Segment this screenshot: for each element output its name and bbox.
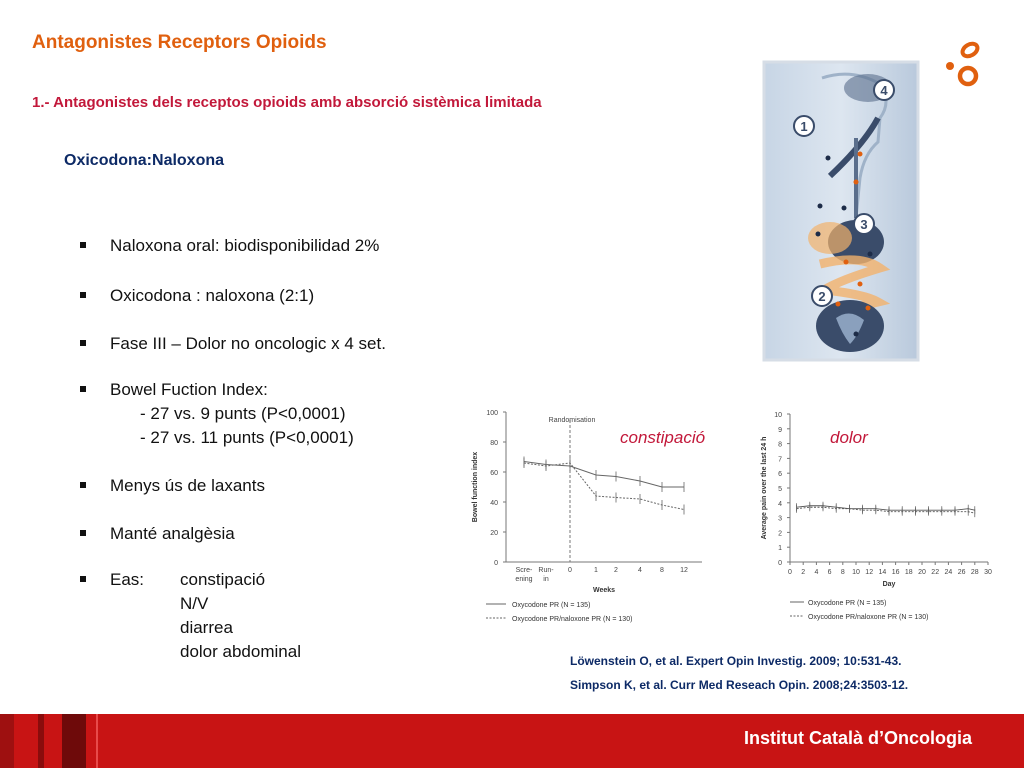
x-tick-label: 22 [931, 569, 940, 576]
legend-entry: Oxycodone PR/naloxone PR (N = 130) [512, 616, 633, 623]
bullet-marker [80, 386, 86, 392]
x-tick-label: 14 [878, 569, 887, 576]
figure-label-4: 4 [880, 83, 888, 98]
x-tick-label: 8 [660, 567, 664, 574]
x-tick-label: 4 [638, 567, 642, 574]
x-tick-label: 0 [788, 569, 792, 576]
y-tick-label: 2 [778, 530, 782, 538]
y-tick-label: 20 [490, 530, 498, 537]
anatomy-illustration [760, 58, 922, 364]
x-tick-label: 28 [970, 569, 979, 576]
y-tick-label: 4 [778, 500, 782, 508]
footer-stripe [96, 714, 98, 768]
footer-stripe [62, 714, 86, 768]
y-tick-label: 0 [494, 560, 498, 567]
x-tick-label: 16 [891, 569, 900, 576]
x-tick-label: 1 [594, 567, 598, 574]
y-tick-label: 8 [778, 441, 782, 449]
x-axis-label: Weeks [592, 587, 616, 594]
x-tick-label: 2 [801, 569, 806, 576]
y-axis-label: Bowel function index [472, 451, 479, 523]
legend-entry: Oxycodone PR/naloxone PR (N = 130) [808, 614, 929, 621]
section-subtitle: 1.- Antagonistes dels receptos opioids amb absorció sistèmica limitada [32, 94, 542, 111]
footer-stripe [0, 714, 14, 768]
eas-item: diarrea [180, 618, 233, 637]
bowel-function-chart [466, 404, 716, 634]
x-tick-label: 18 [904, 569, 913, 576]
y-axis-label: Average pain over the last 24 h [761, 436, 768, 540]
ico-logo [940, 40, 986, 92]
x-tick-label: in [543, 576, 549, 583]
x-tick-label: Scre- [515, 567, 533, 574]
y-tick-label: 40 [490, 500, 498, 507]
randomisation-label: Randomisation [548, 417, 596, 424]
figure-label-1: 1 [800, 119, 808, 134]
bullet-marker [80, 242, 86, 248]
x-tick-label: 12 [865, 569, 874, 576]
x-tick-label: 6 [827, 569, 832, 576]
drug-heading: Oxicodona:Naloxona [64, 152, 225, 169]
eas-item: N/V [180, 594, 209, 613]
x-tick-label: 2 [614, 567, 618, 574]
y-tick-label: 80 [490, 440, 498, 447]
legend-entry: Oxycodone PR (N = 135) [512, 602, 591, 609]
bullet-marker [80, 340, 86, 346]
pain-chart [746, 404, 998, 624]
reference-1: Löwenstein O, et al. Expert Opin Investig. 2009; 10:531-43. [570, 654, 902, 668]
y-tick-label: 7 [778, 456, 782, 464]
footer-institution: Institut Català d’Oncologia [743, 728, 972, 748]
y-tick-label: 3 [778, 515, 782, 523]
y-tick-label: 1 [778, 545, 782, 553]
x-tick-label: 8 [840, 569, 845, 576]
chart-label-dolor: dolor [830, 428, 868, 447]
y-tick-label: 9 [778, 426, 782, 434]
y-tick-label: 60 [490, 470, 498, 477]
figure-label-3: 3 [860, 217, 868, 232]
page-title: Antagonistes Receptors Opioids [32, 32, 327, 53]
bullet-marker [80, 482, 86, 488]
bowel-sub-item: - 27 vs. 9 punts (P<0,0001) [140, 404, 346, 423]
x-tick-label: 4 [814, 569, 819, 576]
x-axis-label: Day [882, 581, 896, 588]
x-tick-label: 26 [957, 569, 966, 576]
x-tick-label: ening [515, 576, 533, 583]
eas-item: dolor abdominal [180, 642, 301, 661]
reference-2: Simpson K, et al. Curr Med Reseach Opin. 2008;24:3503-12. [570, 678, 909, 692]
legend-entry: Oxycodone PR (N = 135) [808, 600, 887, 607]
x-tick-label: 30 [984, 569, 992, 576]
figure-label-2: 2 [818, 289, 826, 304]
y-tick-label: 100 [486, 410, 498, 417]
eas-item: constipació [180, 570, 266, 589]
bullet-marker [80, 292, 86, 298]
series-line-1 [524, 462, 684, 488]
bowel-sub-item: - 27 vs. 11 punts (P<0,0001) [140, 428, 354, 447]
x-tick-label: 24 [944, 569, 953, 576]
x-tick-label: 12 [680, 567, 688, 574]
bullet-marker [80, 530, 86, 536]
bullet-marker [80, 576, 86, 582]
y-tick-label: 5 [778, 486, 782, 493]
chart-label-constipacio: constipació [620, 428, 706, 447]
y-tick-label: 0 [778, 560, 782, 567]
x-tick-label: Run- [538, 567, 554, 574]
x-tick-label: 20 [918, 569, 926, 576]
x-tick-label: 0 [568, 567, 572, 574]
y-tick-label: 10 [774, 412, 782, 419]
y-tick-label: 6 [778, 471, 782, 479]
footer-stripe [38, 714, 44, 768]
x-tick-label: 10 [852, 569, 860, 576]
